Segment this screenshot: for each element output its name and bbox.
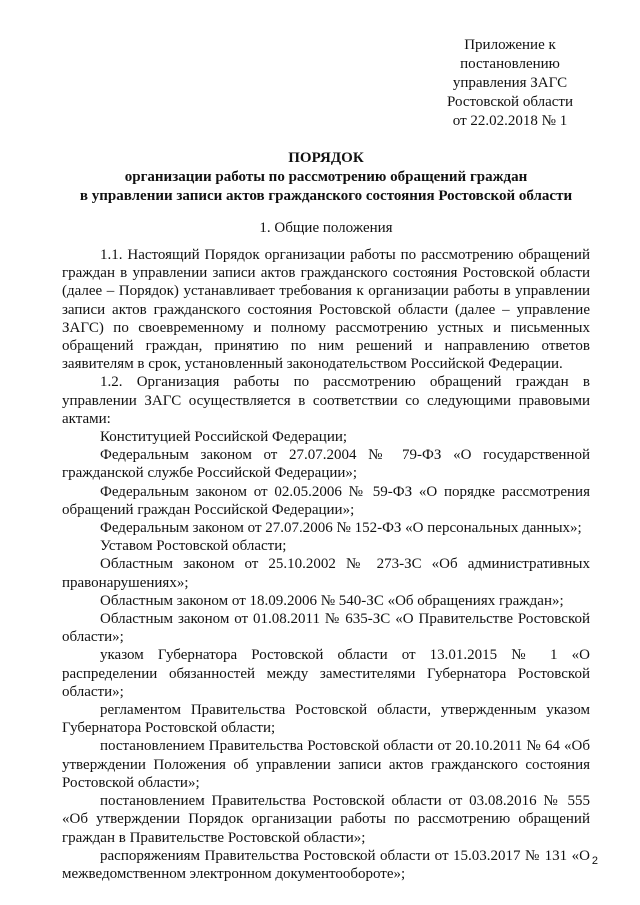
title-line: ПОРЯДОК — [288, 150, 364, 166]
paragraph: Областным законом от 01.08.2011 № 635-ЗС «О Правительстве Ростовской области»; — [62, 611, 590, 646]
paragraph: Областным законом от 25.10.2002 № 273-ЗС «Об административных правонарушениях»; — [62, 556, 590, 591]
appendix-line: Приложение к — [464, 37, 556, 53]
appendix-line: постановлению — [460, 56, 560, 72]
paragraph: Федеральным законом от 27.07.2006 № 152-ФЗ «О персональных данных»; — [100, 520, 582, 537]
paragraph: 1.1. Настоящий Порядок организации работы по рассмотрению обращений граждан в управлении записи актов гражданского состояния Ростовской области (далее – Порядок) устанавливает требования к организации работы в управлении записи актов гражданского состояния Ростовской области (далее – управление ЗАГС) по своевременному и полному рассмотрению устных и письменных обращений граждан, принятию по ним решений и направлению ответов заявителям в срок, установленный законодательством Российской Федерации. — [62, 247, 590, 373]
document-title — [62, 149, 590, 206]
paragraph: Федеральным законом от 02.05.2006 № 59-ФЗ «О порядке рассмотрения обращений граждан Российской Федерации»; — [62, 483, 590, 518]
paragraph: Федеральным законом от 27.07.2004 № 79-ФЗ «О государственной гражданской службе Российской Федерации»; — [62, 447, 590, 482]
paragraph: указом Губернатора Ростовской области от 13.01.2015 № 1 «О распределении обязанностей между заместителями Губернатора Ростовской области»; — [62, 647, 590, 700]
paragraph: Конституцией Российской Федерации; — [100, 429, 348, 446]
paragraph: распоряжениям Правительства Ростовской области от 15.03.2017 № 131 «О межведомственном электронном документообороте»; — [62, 847, 590, 882]
title-line: в управлении записи актов гражданского состояния Ростовской области — [79, 188, 573, 204]
appendix-line: Ростовской области — [447, 94, 573, 110]
paragraph: постановлением Правительства Ростовской области от 20.10.2011 № 64 «Об утверждении Положения об управлении записи актов гражданского состояния Ростовской области»; — [62, 738, 590, 791]
paragraph: постановлением Правительства Ростовской области от 03.08.2016 № 555 «Об утверждении Порядок организации работы по рассмотрению обращений граждан в Правительстве Ростовской области»; — [62, 793, 590, 846]
paragraph: регламентом Правительства Ростовской области, утвержденным указом Губернатора Ростовской области; — [62, 702, 590, 737]
paragraph: 1.2. Организация работы по рассмотрению обращений граждан в управлении ЗАГС осуществляется в соответствии со следующими правовыми актами: — [62, 374, 590, 427]
title-line: организации работы по рассмотрению обращений граждан — [124, 169, 528, 185]
page-number: 2 — [591, 855, 598, 867]
appendix-line: управления ЗАГС — [452, 75, 568, 91]
document-body — [62, 246, 590, 883]
paragraph: Уставом Ростовской области; — [100, 538, 287, 555]
appendix-line: от 22.02.2018 № 1 — [452, 113, 568, 129]
paragraph: Областным законом от 18.09.2006 № 540-ЗС «Об обращениях граждан»; — [100, 592, 564, 609]
appendix-block — [430, 36, 590, 131]
section-heading: 1. Общие положения — [259, 220, 393, 236]
